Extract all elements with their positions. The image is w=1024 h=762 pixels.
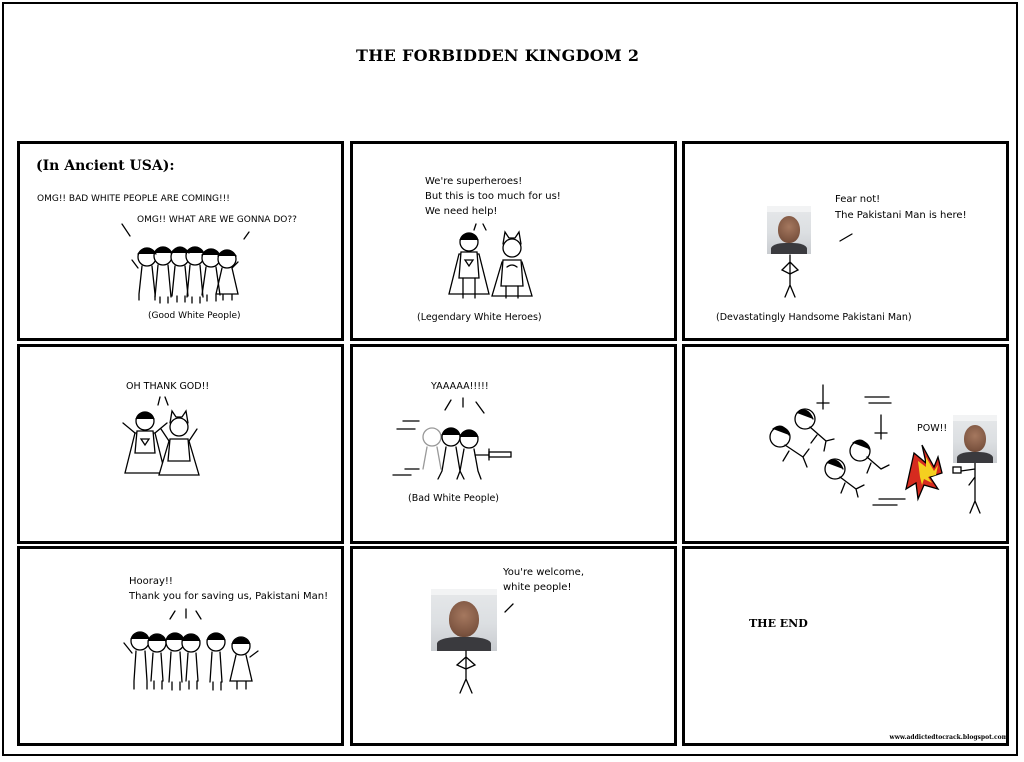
- sound-effect: POW!!: [917, 423, 948, 434]
- speech-line-2: The Pakistani Man is here!: [835, 210, 967, 221]
- speech-line-2: Thank you for saving us, Pakistani Man!: [129, 591, 329, 602]
- the-end-text: THE END: [749, 617, 808, 630]
- panel-8: [350, 546, 677, 746]
- relieved-superheroes: [20, 347, 344, 544]
- panel-1: [17, 141, 344, 341]
- panel-4: [17, 344, 344, 544]
- panel-6: [682, 344, 1009, 544]
- caption: (Devastatingly Handsome Pakistani Man): [716, 312, 912, 323]
- site-credit: www.addictedtocrack.blogspot.com: [889, 734, 1008, 741]
- speech-line-2: But this is too much for us!: [425, 191, 561, 202]
- panel-7: [17, 546, 344, 746]
- speech-line-1: We're superheroes!: [425, 176, 523, 187]
- setting-caption: (In Ancient USA):: [36, 158, 175, 174]
- comic-title: THE FORBIDDEN KINGDOM 2: [356, 46, 640, 65]
- speech-line-3: We need help!: [425, 206, 498, 217]
- panel-2: [350, 141, 677, 341]
- caption: (Bad White People): [408, 493, 500, 504]
- panel-3: [682, 141, 1009, 341]
- speech-line-2: white people!: [503, 582, 572, 593]
- cheering-crowd: [20, 549, 344, 746]
- charging-bad-crowd-with-sword: [353, 347, 677, 544]
- speech-line-1: Hooray!!: [129, 576, 173, 587]
- caption: (Good White People): [148, 311, 241, 321]
- caption: (Legendary White Heroes): [417, 312, 542, 323]
- pakistani-man-face-photo: [953, 415, 997, 463]
- speech-line-1: OH THANK GOD!!: [126, 381, 210, 392]
- speech-line-1: Fear not!: [835, 194, 881, 205]
- speech-line-1: You're welcome,: [503, 567, 585, 578]
- speech-line-1: YAAAAA!!!!!: [431, 381, 489, 392]
- panel-9: [682, 546, 1009, 746]
- speech-line-1: OMG!! BAD WHITE PEOPLE ARE COMING!!!: [37, 194, 230, 204]
- speech-line-2: OMG!! WHAT ARE WE GONNA DO??: [137, 215, 297, 225]
- panel-5: [350, 344, 677, 544]
